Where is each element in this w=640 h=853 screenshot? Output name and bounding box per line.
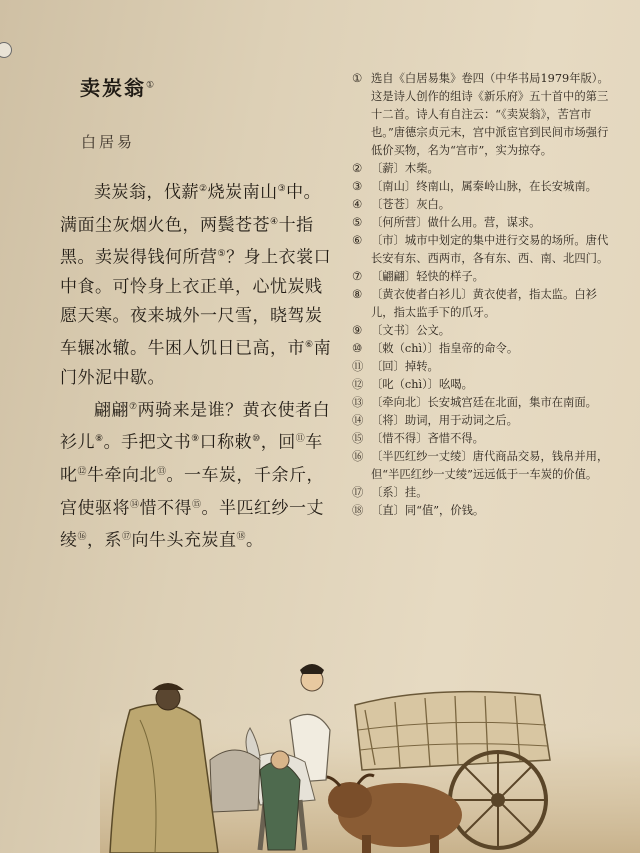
footnote-item [352,232,614,268]
poem-footnote-ref: ③ [277,184,287,194]
footnote-text: 〔敕（chì）〕指皇帝的命令。 [371,342,519,355]
poem-text: 翩翩 [94,400,129,421]
footnote-number: ① [352,72,363,85]
poem-footnote-ref: ⑨ [191,434,200,445]
poem-footnote-ref: ⑭ [130,499,140,510]
poem-text: 十指黑。卖炭得钱何所营 [60,215,314,268]
poem-footnote-ref: ④ [270,216,279,227]
footnote-item [352,484,614,502]
poem-footnote-ref: ⑯ [77,532,88,543]
footnote-text: 〔将〕助词，用于动词之后。 [371,414,518,427]
footnote-text: 选自《白居易集》卷四（中华书局1979年版）。这是诗人创作的组诗《新乐府》五十首中的第三十二首。诗人有自注云：“《卖炭翁》，苦宫市也。”唐德宗贞元末，宫中派宦官到民间市场强行低价买物，名为“宫市”，实为掠夺。 [371,72,609,157]
poem-footnote-ref: ⑩ [252,434,261,445]
footnote-text: 〔叱（chì）〕吆喝。 [371,378,473,391]
footnote-item [352,286,614,322]
footnote-item [352,412,614,430]
poem-text: 牛牵向北 [87,465,158,486]
footnote-text: 〔回〕掉转。 [371,360,439,373]
poem-text: ，系 [87,530,123,551]
poem-footnote-ref: ⑮ [192,499,202,510]
footnote-number: ④ [352,198,363,211]
poem-footnote-ref: ⑥ [305,339,314,350]
footnote-item [352,430,614,448]
poem-text: 中。满面尘灰烟火色，两鬓苍苍 [60,182,322,236]
footnote-item [352,214,614,232]
footnote-number: ⑰ [352,486,364,499]
footnote-text: 〔市〕城市中划定的集中进行交易的场所。唐代长安有东、西两市，各有东、西、南、北四门。 [371,234,609,265]
footnote-item [352,322,614,340]
footnote-item [352,268,614,286]
poem-text: 向牛头充炭直 [131,530,237,551]
poem-paragraph-1 [60,175,332,393]
footnote-number: ⑫ [352,378,364,391]
poem-footnote-ref: ⑫ [77,466,88,477]
footnote-number: ⑨ [352,324,363,337]
poem-text: ，回 [260,432,296,453]
poem-footnote-ref: ⑧ [95,434,104,445]
title-footnote-ref: ① [146,80,157,91]
poem-footnote-ref: ⑪ [295,434,306,445]
footnote-number: ⑱ [352,504,364,517]
poem-text: 惜不得 [139,498,193,519]
footnote-text: 〔南山〕终南山，属秦岭山脉，在长安城南。 [371,180,597,193]
footnote-text: 〔系〕挂。 [371,486,428,499]
footnote-text: 〔苍苍〕灰白。 [371,198,451,211]
poem-author: 白居易 [81,133,136,151]
footnote-number: ⑭ [352,414,364,427]
footnote-number: ③ [352,180,363,193]
poem-text: 烧炭南山 [207,182,278,203]
poem-text: 卖炭翁，伐薪 [94,182,199,203]
poem-text: 车叱 [60,432,323,486]
footnote-item [352,160,614,178]
footnote-item [352,358,614,376]
poem-text: 南门外泥中歇。 [60,338,332,388]
footnote-item [352,196,614,214]
footnote-number: ⑦ [352,270,363,283]
footnote-item [352,70,614,160]
footnote-item [352,502,614,520]
poem-footnote-ref: ⑬ [157,466,167,477]
footnote-text: 〔文书〕公文。 [371,324,451,337]
footnote-text: 〔直〕同“值”，价钱。 [371,504,485,517]
footnote-number: ⑤ [352,216,363,229]
footnote-number: ⑧ [352,288,363,301]
footnote-item [352,448,614,484]
footnote-number: ⑯ [352,450,364,463]
footnote-number: ⑩ [352,342,363,355]
poem-text: 。手把文书 [103,432,192,453]
poem-paragraph-2 [60,393,332,556]
footnote-number: ② [352,162,363,175]
charcoal-cart-illustration [100,650,640,853]
footnote-text: 〔惜不得〕吝惜不得。 [371,432,484,445]
poem-text: ？身上衣裳口中食。可怜身上衣正单，心忧炭贱愿天寒。夜来城外一尺雪，晓驾炭车辗冰辙。牛困人饥日已高，市 [60,247,332,359]
poem-text: 。半匹红纱一丈绫 [60,498,325,551]
footnote-item [352,394,614,412]
poem-footnote-ref: ⑱ [236,532,247,543]
poem-footnote-ref: ② [199,184,208,194]
poem-footnote-ref: ⑤ [217,249,227,260]
footnote-text: 〔薪〕木柴。 [371,162,439,175]
footnotes [352,70,614,520]
footnote-item [352,178,614,196]
poem-text: 两骑来是谁？黄衣使者白衫儿 [60,400,331,453]
poem-body [60,175,332,556]
footnote-number: ⑬ [352,396,364,409]
poem-footnote-ref: ⑰ [122,532,132,543]
poem-footnote-ref: ⑦ [129,401,138,412]
footnote-text: 〔何所营〕做什么用。营，谋求。 [371,216,541,229]
footnote-text: 〔黄衣使者白衫儿〕黄衣使者，指太监。白衫儿，指太监手下的爪牙。 [371,288,597,319]
poem-text: 。一车炭，千余斤，宫使驱将 [60,465,325,519]
footnote-item [352,340,614,358]
footnote-number: ⑪ [352,360,364,373]
footnote-text: 〔翩翩〕轻快的样子。 [371,270,484,283]
footnote-number: ⑮ [352,432,364,445]
page-edge-icon [0,42,12,58]
poem-text: 口称敕 [199,432,253,453]
poem-title: 卖炭翁① [80,76,157,100]
footnote-text: 〔牵向北〕长安城宫廷在北面，集市在南面。 [371,396,597,409]
footnote-item [352,376,614,394]
footnote-number: ⑥ [352,234,363,247]
poem-text: 。 [246,530,264,551]
footnote-text: 〔半匹红纱一丈绫〕唐代商品交易，钱帛并用，但“半匹红纱一丈绫”远远低于一车炭的价值。 [371,450,609,481]
